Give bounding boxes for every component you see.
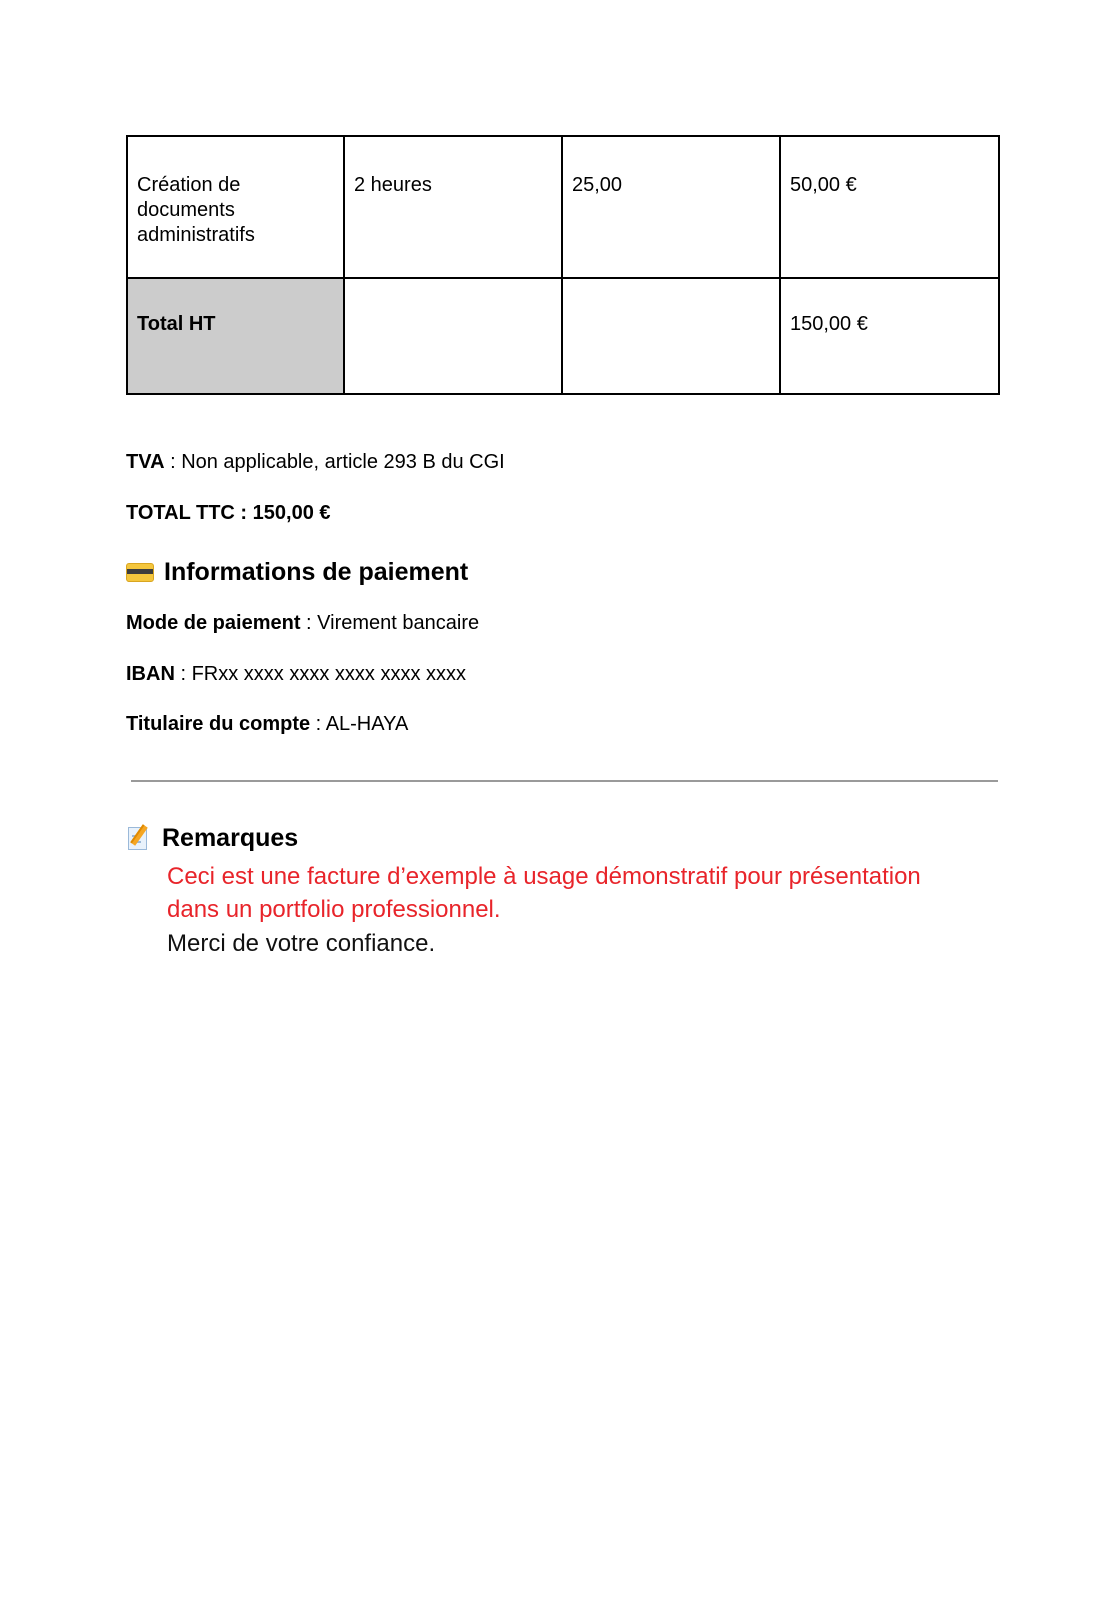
separator: : (310, 713, 326, 735)
separator: : (174, 663, 192, 685)
total-ht-label-cell: Total HT (127, 278, 344, 394)
invoice-table (126, 135, 1000, 395)
payment-heading (126, 556, 468, 588)
memo-icon (126, 824, 152, 852)
tva-line (126, 449, 505, 475)
horizontal-divider (131, 780, 998, 782)
tva-label: TVA (126, 451, 165, 473)
item-quantity-cell: 2 heures (344, 136, 562, 278)
tva-value: Non applicable, article 293 B du CGI (181, 451, 505, 473)
total-ttc: TOTAL TTC : 150,00 € (126, 502, 331, 524)
total-ht-amount-cell: 150,00 € (780, 278, 999, 394)
remarks-heading-text: Remarques (162, 824, 299, 852)
item-unit-price-cell: 25,00 (562, 136, 780, 278)
separator: : (300, 612, 318, 634)
remark-line-1: Ceci est une facture d’exemple à usage démonstratif pour présentation (167, 863, 921, 890)
payment-heading-text: Informations de paiement (164, 558, 469, 586)
table-row (127, 136, 999, 278)
iban-line (126, 661, 466, 687)
tva-separator: : (164, 451, 182, 473)
payment-mode-label: Mode de paiement (126, 612, 301, 634)
iban-label: IBAN (126, 663, 175, 685)
empty-cell (344, 278, 562, 394)
credit-card-icon (126, 563, 154, 582)
iban-value: FRxx xxxx xxxx xxxx xxxx xxxx (191, 663, 467, 685)
remarks-heading (126, 822, 298, 854)
payment-mode-value: Virement bancaire (317, 612, 480, 634)
table-row-total (127, 278, 999, 394)
account-holder-value: AL-HAYA (325, 713, 409, 735)
item-amount-cell: 50,00 € (780, 136, 999, 278)
remark-line-2: dans un portfolio professionnel. (167, 896, 501, 923)
empty-cell (562, 278, 780, 394)
account-holder-line (126, 711, 408, 737)
remark-line-3: Merci de votre confiance. (167, 930, 436, 957)
item-description-cell: Création de documents administratifs (127, 136, 344, 278)
payment-mode-line (126, 610, 479, 636)
account-holder-label: Titulaire du compte (126, 713, 311, 735)
